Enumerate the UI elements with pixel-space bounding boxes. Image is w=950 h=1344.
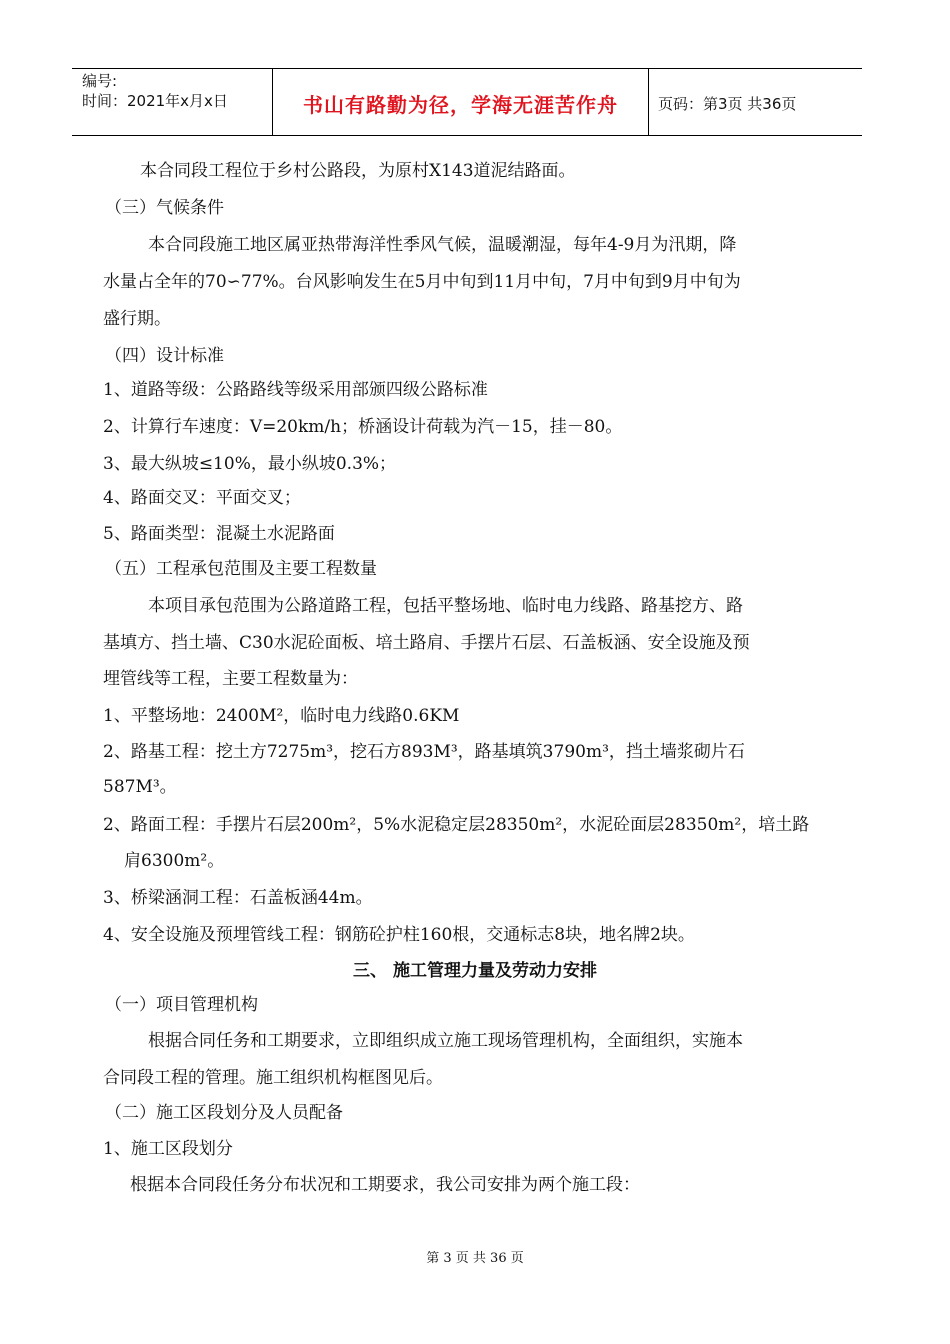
list-item: 4、路面交叉：平面交叉； (103, 488, 301, 508)
list-item: 2、路面工程：手摆片石层200m²，5%水泥稳定层28350m²，水泥砼面层28350m²，培土路 (103, 815, 810, 835)
subsection-heading: （一）项目管理机构 (105, 995, 258, 1015)
list-item: 1、道路等级：公路路线等级采用部颁四级公路标准 (103, 380, 488, 400)
body-line: 本项目承包范围为公路道路工程，包括平整场地、临时电力线路、路基挖方、路 (148, 596, 743, 616)
subsection-heading: （三）气候条件 (105, 198, 224, 218)
subsection-heading: （四）设计标准 (105, 346, 224, 366)
list-item: 2、计算行车速度：V=20km/h；桥涵设计荷载为汽－15，挂－80。 (103, 417, 623, 437)
list-item: 5、路面类型：混凝土水泥路面 (103, 524, 335, 544)
body-line: 合同段工程的管理。施工组织机构框图见后。 (103, 1068, 443, 1088)
list-item: 1、施工区段划分 (103, 1139, 233, 1159)
header-page-code: 页码：第3页 共36页 (658, 95, 797, 113)
list-item: 4、安全设施及预埋管线工程：钢筋砼护柱160根，交通标志8块，地名牌2块。 (103, 925, 695, 945)
list-item: 2、路基工程：挖土方7275m³，挖石方893M³，路基填筑3790m³，挡土墙浆砌片石 (103, 742, 745, 762)
page-header (72, 68, 862, 136)
subsection-heading: （五）工程承包范围及主要工程数量 (105, 559, 377, 579)
list-item: 1、平整场地：2400M²，临时电力线路0.6KM (103, 706, 460, 726)
body-line: 根据合同任务和工期要求，立即组织成立施工现场管理机构，全面组织，实施本 (148, 1031, 743, 1051)
list-item: 肩6300m²。 (124, 851, 225, 871)
list-item: 587M³。 (103, 777, 177, 797)
body-line: 埋管线等工程，主要工程数量为： (103, 669, 358, 689)
document-number-label: 编号: (82, 72, 118, 90)
header-motto: 书山有路勤为径，学海无涯苦作舟 (303, 93, 618, 117)
body-line: 基填方、挡土墙、C30水泥砼面板、培土路肩、手摆片石层、石盖板涵、安全设施及预 (103, 633, 750, 653)
list-item: 3、最大纵坡≤10%，最小纵坡0.3%； (103, 454, 397, 474)
subsection-heading: （二）施工区段划分及人员配备 (105, 1103, 343, 1123)
header-right-cell (648, 69, 862, 135)
header-left-cell (72, 69, 272, 135)
page-footer: 第 3 页 共 36 页 (426, 1251, 524, 1266)
body-line: 水量占全年的70∽77%。台风影响发生在5月中旬到11月中旬，7月中旬到9月中旬为 (103, 272, 741, 292)
section-heading: 三、 施工管理力量及劳动力安排 (353, 961, 597, 981)
document-time-label: 时间：2021年x月x日 (82, 92, 228, 110)
list-item: 3、桥梁涵洞工程：石盖板涵44m。 (103, 888, 373, 908)
header-middle-cell (272, 69, 649, 135)
body-line: 盛行期。 (103, 309, 171, 329)
body-line: 本合同段工程位于乡村公路段，为原村X143道泥结路面。 (140, 161, 576, 181)
body-line: 根据本合同段任务分布状况和工期要求，我公司安排为两个施工段： (130, 1175, 640, 1195)
body-line: 本合同段施工地区属亚热带海洋性季风气候，温暖潮湿，每年4-9月为汛期，降 (148, 235, 737, 255)
